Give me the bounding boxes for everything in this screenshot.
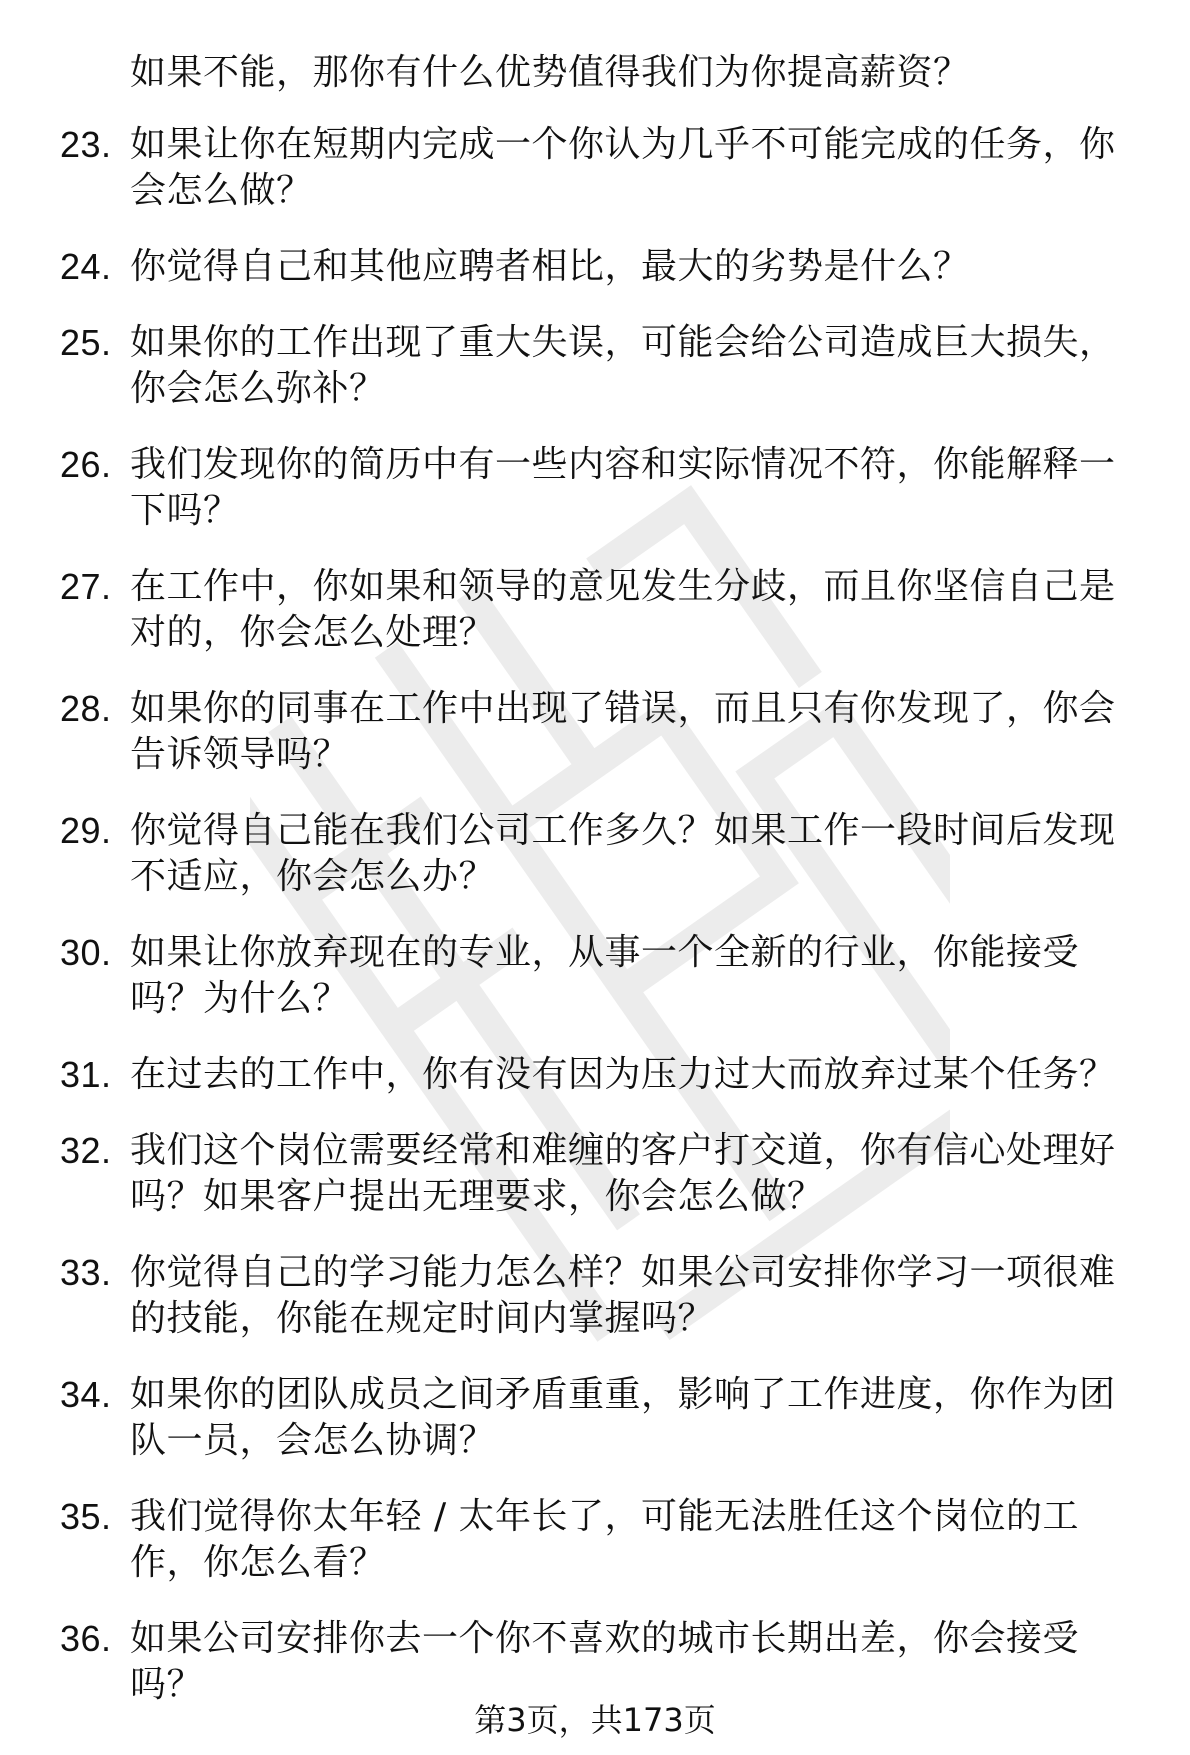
question-number: 36. (60, 1618, 112, 1659)
question-text: 你觉得自己的学习能力怎么样？如果公司安排你学习一项很难的技能，你能在规定时间内掌握吗？ (130, 1252, 1116, 1339)
question-number: 35. (60, 1496, 112, 1537)
list-item (60, 1128, 1150, 1220)
question-list (60, 50, 1150, 1738)
list-item (60, 1250, 1150, 1342)
list-item (60, 1052, 1150, 1098)
question-text: 在工作中，你如果和领导的意见发生分歧，而且你坚信自己是对的，你会怎么处理？ (130, 566, 1116, 653)
list-item (60, 1494, 1150, 1586)
question-text: 你觉得自己和其他应聘者相比，最大的劣势是什么？ (130, 246, 970, 287)
question-text: 我们这个岗位需要经常和难缠的客户打交道，你有信心处理好吗？如果客户提出无理要求，你会怎么做？ (130, 1130, 1116, 1217)
question-text: 如果公司安排你去一个你不喜欢的城市长期出差，你会接受吗？ (130, 1618, 1080, 1705)
question-text: 如果让你放弃现在的专业，从事一个全新的行业，你能接受吗？为什么？ (130, 932, 1080, 1019)
list-item (60, 122, 1150, 214)
question-text: 如果让你在短期内完成一个你认为几乎不可能完成的任务，你会怎么做？ (130, 124, 1116, 211)
page-number: 第3页，共173页 (474, 1701, 716, 1739)
question-number: 32. (60, 1130, 112, 1171)
list-item (60, 1372, 1150, 1464)
list-item (60, 244, 1150, 290)
question-number: 24. (60, 246, 112, 287)
question-number: 26. (60, 444, 112, 485)
question-text: 我们发现你的简历中有一些内容和实际情况不符，你能解释一下吗？ (130, 444, 1116, 531)
question-number: 31. (60, 1054, 112, 1095)
list-item (60, 442, 1150, 534)
list-item (60, 1616, 1150, 1708)
question-text: 我们觉得你太年轻 / 太年长了，可能无法胜任这个岗位的工作，你怎么看？ (130, 1496, 1080, 1583)
list-item (60, 930, 1150, 1022)
question-number: 29. (60, 810, 112, 851)
list-item (60, 564, 1150, 656)
question-text: 在过去的工作中，你有没有因为压力过大而放弃过某个任务？ (130, 1054, 1116, 1095)
question-number: 25. (60, 322, 112, 363)
question-text: 如果你的工作出现了重大失误，可能会给公司造成巨大损失，你会怎么弥补？ (130, 322, 1116, 409)
list-item-continuation (60, 50, 1150, 96)
question-number: 34. (60, 1374, 112, 1415)
list-item (60, 320, 1150, 412)
question-number: 30. (60, 932, 112, 973)
question-text: 你觉得自己能在我们公司工作多久？如果工作一段时间后发现不适应，你会怎么办？ (130, 810, 1116, 897)
question-text: 如果不能，那你有什么优势值得我们为你提高薪资？ (130, 52, 970, 93)
question-number: 33. (60, 1252, 112, 1293)
question-number: 27. (60, 566, 112, 607)
list-item (60, 808, 1150, 900)
question-number: 23. (60, 124, 112, 165)
question-number: 28. (60, 688, 112, 729)
list-item (60, 686, 1150, 778)
page-footer (0, 1700, 1190, 1740)
question-text: 如果你的团队成员之间矛盾重重，影响了工作进度，你作为团队一员，会怎么协调？ (130, 1374, 1116, 1461)
question-text: 如果你的同事在工作中出现了错误，而且只有你发现了，你会告诉领导吗？ (130, 688, 1116, 775)
